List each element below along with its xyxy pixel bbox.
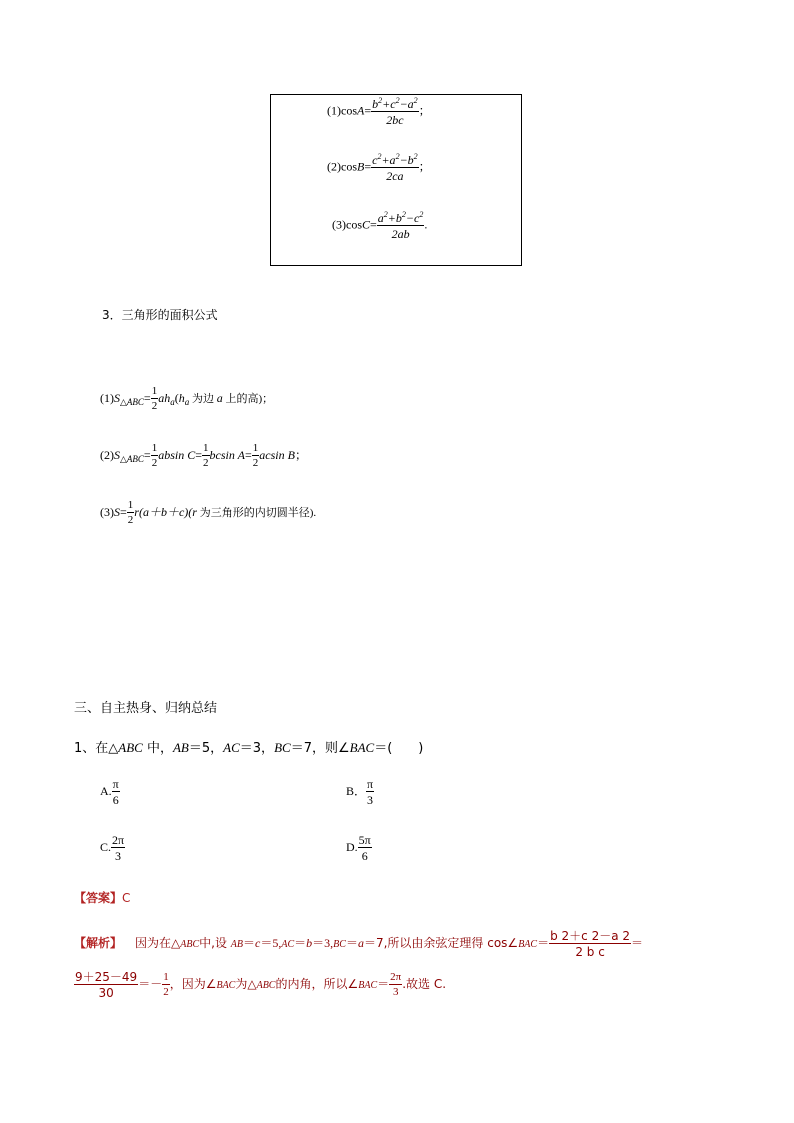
option-label: D. <box>346 839 358 854</box>
formula-end: ； <box>418 103 431 118</box>
analysis-text: ＝－ <box>138 976 163 991</box>
analysis-text: ，因为∠ <box>169 976 217 991</box>
formula-fraction <box>371 153 419 182</box>
cosine-formula-b <box>327 153 431 182</box>
option-c[interactable] <box>100 834 125 862</box>
fraction-numerator: 1 <box>127 499 134 511</box>
formula-eq: = <box>143 447 151 462</box>
formula-end: . <box>424 217 428 232</box>
formula-h: h <box>178 390 185 405</box>
fraction-numerator: 1 <box>163 971 169 983</box>
fraction-numerator: 1 <box>151 385 158 397</box>
analysis-fraction-4 <box>389 972 402 998</box>
formula-label: (1) <box>100 390 114 405</box>
stem-text: ＝7，则∠ <box>290 741 350 756</box>
area-formula-2 <box>100 443 307 469</box>
formula-label: (1)cos <box>327 103 357 118</box>
area-formula-3 <box>100 500 316 526</box>
section3-heading: 三、自主热身、归纳总结 <box>74 701 218 716</box>
analysis-text: 为△ <box>235 976 257 991</box>
formula-var: A <box>357 103 365 118</box>
analysis-text: ＝7,所以由余弦定理得 cos∠ <box>363 935 519 950</box>
formula-eq: = <box>120 504 127 519</box>
analysis-fraction-1 <box>549 930 631 958</box>
fraction-denominator: 2 b c <box>575 945 605 959</box>
option-d[interactable] <box>346 834 372 862</box>
area-symbol: S <box>114 390 120 405</box>
fraction-numerator: $c^2+a^2-b^2$ <box>372 152 418 167</box>
fraction-denominator: 2bc <box>386 113 404 127</box>
formula-eq: = <box>370 217 377 232</box>
expr-subscript: a <box>170 396 175 407</box>
analysis-text: ＝ <box>345 935 358 950</box>
analysis-var: BC <box>333 938 346 950</box>
option-label: A. <box>100 783 112 798</box>
formula-note: 为边 <box>189 392 217 405</box>
analysis-text: ＝ <box>631 935 644 950</box>
formula-end: ； <box>418 159 431 174</box>
analysis-text: 的内角，所以∠ <box>275 976 359 991</box>
analysis-var: BAC <box>518 938 538 950</box>
formula-paren: ( <box>174 390 179 405</box>
fraction-numerator: 9＋25－49 <box>75 970 138 984</box>
formula-note-var: a <box>216 390 223 405</box>
fraction-denominator: 2 <box>151 400 158 412</box>
fraction-denominator: 2 <box>203 457 209 469</box>
formula-fraction <box>377 210 428 241</box>
fraction-numerator: 1 <box>252 442 259 454</box>
area-subscript: △ABC <box>120 453 144 464</box>
h-subscript: a <box>184 396 190 407</box>
formula-var: B <box>287 447 295 462</box>
half-fraction <box>202 443 210 469</box>
formula-eq: = <box>143 390 151 405</box>
area-heading: 3．三角形的面积公式 <box>102 308 218 322</box>
formula-term: r <box>134 504 139 519</box>
formula-var: A <box>237 447 245 462</box>
fraction-denominator: 2 <box>151 457 158 469</box>
formula-label: (3)cos <box>332 217 362 232</box>
question-stem <box>74 737 423 756</box>
analysis-var: a <box>357 935 364 950</box>
stem-text: ＝5， <box>188 741 224 756</box>
stem-text: ＝( ) <box>374 741 424 756</box>
formula-fraction <box>371 97 419 126</box>
formula-note: 为三角形的内切圆半径). <box>196 506 317 519</box>
option-fraction <box>111 834 125 862</box>
answer-line <box>74 889 130 906</box>
stem-var: BAC <box>349 740 375 755</box>
formula-expr: ah <box>158 390 171 405</box>
area-formula-1 <box>100 386 273 412</box>
cosine-formula-c <box>332 211 427 240</box>
analysis-text: ＝5, <box>260 935 282 950</box>
fraction-numerator: 5π <box>358 833 371 847</box>
cosine-formula-a <box>327 97 431 126</box>
fraction-denominator: 2ab <box>391 227 410 241</box>
analysis-var: c <box>255 935 261 950</box>
formula-term: r <box>192 504 197 519</box>
fraction-numerator: b 2＋c 2－a 2 <box>550 929 631 943</box>
analysis-fraction-2 <box>74 971 138 999</box>
analysis-var: ABC <box>256 979 276 991</box>
fraction-numerator: $b^2+c^2-a^2$ <box>372 96 418 111</box>
fraction-numerator: $a^2+b^2-c^2$ <box>377 210 424 225</box>
formula-label: (2) <box>100 447 114 462</box>
stem-text: 中， <box>142 741 173 756</box>
formula-var: C <box>362 217 371 232</box>
fraction-numerator: π <box>112 777 119 791</box>
formula-term: (a＋b＋c)( <box>138 504 193 519</box>
option-b[interactable] <box>346 778 374 806</box>
fraction-denominator: 2 <box>163 986 169 998</box>
area-symbol: S <box>114 504 120 519</box>
answer-label: 【答案】 <box>74 891 123 905</box>
fraction-denominator: 2 <box>252 457 259 469</box>
analysis-text: 中,设 <box>199 935 231 950</box>
analysis-var: ABC <box>180 938 200 950</box>
fraction-denominator: 2ca <box>386 169 404 183</box>
formula-eq: = <box>364 159 372 174</box>
fraction-numerator: 1 <box>151 442 158 454</box>
fraction-numerator: π <box>367 777 374 791</box>
analysis-text: ＝ <box>294 935 307 950</box>
option-a[interactable] <box>100 778 120 806</box>
formula-var: C <box>187 447 196 462</box>
formula-var: B <box>357 159 365 174</box>
stem-text: 1、在△ <box>74 741 119 756</box>
analysis-var: BAC <box>358 979 378 991</box>
option-label: C. <box>100 839 112 854</box>
analysis-var: AC <box>281 938 295 950</box>
formula-eq: = <box>195 447 203 462</box>
stem-var: ABC <box>118 740 143 755</box>
formula-term: bcsin <box>209 447 238 462</box>
stem-var: AB <box>172 740 189 755</box>
analysis-line-1 <box>74 930 643 958</box>
analysis-line-2 <box>74 971 446 999</box>
analysis-text: ＝ <box>377 976 390 991</box>
formula-eq: = <box>244 447 252 462</box>
analysis-text: .故选 C. <box>402 976 447 991</box>
stem-text: ＝3， <box>239 741 275 756</box>
fraction-denominator: 30 <box>98 986 114 1000</box>
fraction-numerator: 1 <box>203 442 209 454</box>
analysis-text: ＝ <box>243 935 256 950</box>
formula-label: (2)cos <box>327 159 357 174</box>
formula-label: (3) <box>100 504 114 519</box>
formula-eq: = <box>364 103 372 118</box>
fraction-denominator: 2 <box>127 514 134 526</box>
fraction-denominator: 3 <box>115 849 122 863</box>
analysis-var: b <box>306 935 313 950</box>
option-label: B． <box>346 783 367 798</box>
analysis-fraction-3 <box>162 972 170 998</box>
fraction-denominator: 3 <box>367 793 374 807</box>
formula-term: absin <box>158 447 188 462</box>
stem-var: BC <box>274 740 291 755</box>
analysis-text: 因为在△ <box>135 935 181 950</box>
formula-note-tail: 上的高)； <box>222 392 274 405</box>
analysis-var: BAC <box>216 979 236 991</box>
formula-end: ； <box>294 447 307 462</box>
analysis-text: ＝ <box>537 935 550 950</box>
formula-term: acsin <box>259 447 288 462</box>
fraction-denominator: 3 <box>392 986 399 998</box>
analysis-label: 【解析】 <box>74 935 123 950</box>
option-fraction <box>112 778 120 806</box>
area-subscript: △ABC <box>120 396 144 407</box>
fraction-numerator: 2π <box>390 971 402 983</box>
analysis-text: ＝3, <box>312 935 334 950</box>
option-fraction <box>358 834 372 862</box>
stem-var: AC <box>223 740 240 755</box>
analysis-var: AB <box>230 938 243 950</box>
area-symbol: S <box>114 447 120 462</box>
fraction-denominator: 6 <box>361 849 368 863</box>
fraction-denominator: 6 <box>112 793 119 807</box>
option-fraction <box>366 778 374 806</box>
answer-value: C <box>122 891 131 905</box>
fraction-numerator: 2π <box>112 833 125 847</box>
